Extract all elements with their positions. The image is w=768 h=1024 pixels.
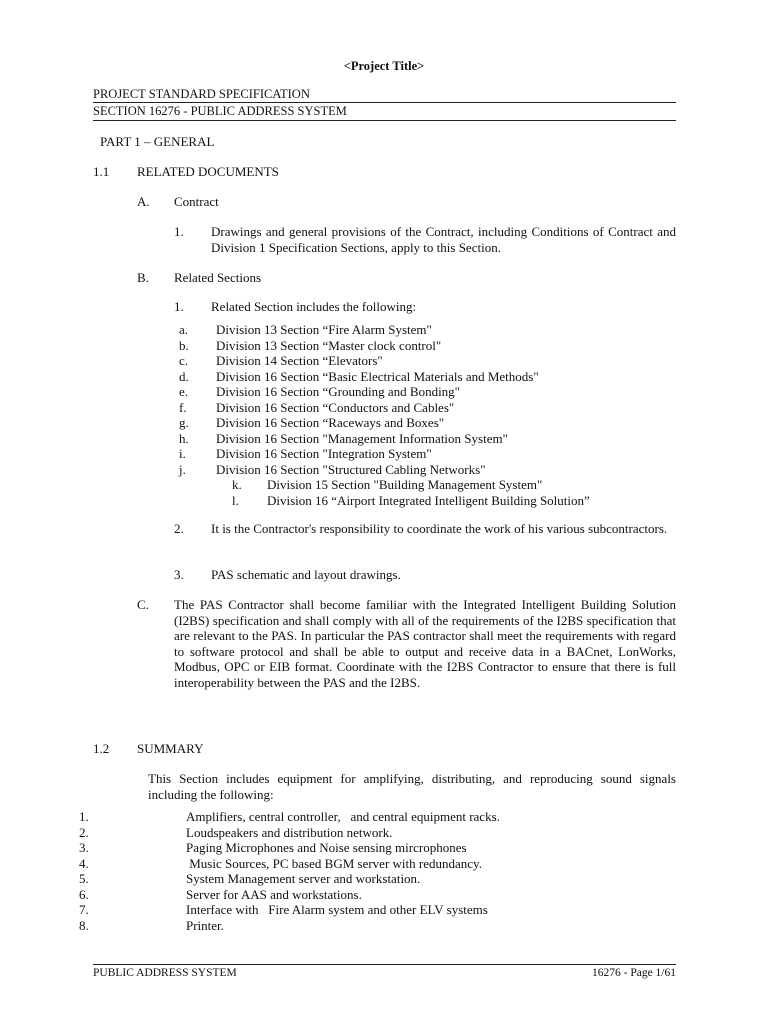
summary-item: Loudspeakers and distribution network. bbox=[186, 824, 393, 840]
list-item: Division 16 Section “Basic Electrical Materials and Methods" bbox=[216, 368, 539, 384]
list-item: Division 16 Section “Conductors and Cables" bbox=[216, 399, 455, 415]
list-item: Division 15 Section "Building Management System" bbox=[267, 477, 543, 492]
summary-item: Paging Microphones and Noise sensing mircrophones bbox=[186, 840, 467, 855]
list-item: Division 13 Section “Fire Alarm System" bbox=[216, 322, 432, 337]
list-item: Division 16 Section "Structured Cabling Networks" bbox=[216, 461, 486, 477]
article-title: SUMMARY bbox=[137, 741, 204, 756]
spec-header-line1: PROJECT STANDARD SPECIFICATION bbox=[93, 87, 310, 101]
summary-item: Printer. bbox=[186, 917, 224, 933]
list-item: Division 16 “Airport Integrated Intelligent Building Solution” bbox=[267, 492, 590, 508]
list-item-letter: k. bbox=[232, 477, 242, 492]
summary-item-number: 6. bbox=[79, 886, 89, 902]
article-number: 1.2 bbox=[93, 741, 110, 756]
paragraph-title: Contract bbox=[174, 194, 219, 209]
list-item: Division 16 Section “Raceways and Boxes" bbox=[216, 415, 445, 430]
summary-item-number: 3. bbox=[79, 840, 89, 855]
footer-left: PUBLIC ADDRESS SYSTEM bbox=[93, 967, 237, 979]
list-item-letter: g. bbox=[179, 415, 189, 430]
list-item-letter: h. bbox=[179, 430, 189, 446]
paragraph-text: The PAS Contractor shall become familiar with the Integrated Intelligent Building Solution (I2BS) specification and shall comply with all of the requirements of the I2BS specification that are relevant to the PAS. In particular the PAS contractor shall meet the requirements with regard to software protocol and shall be able to output and receive data in a BACnet, LonWorks, Modbus, OPC or EIB format. Coordinate with the I2BS Contractor to ensure that there is full interoperability between the PAS and the I2BS. bbox=[174, 597, 676, 690]
summary-item: Amplifiers, central controller, and central equipment racks. bbox=[186, 809, 500, 824]
header-rule bbox=[93, 120, 676, 121]
subparagraph-number: 3. bbox=[174, 567, 184, 582]
summary-item-number: 8. bbox=[79, 917, 89, 933]
summary-item-number: 7. bbox=[79, 902, 89, 917]
summary-item: Server for AAS and workstations. bbox=[186, 886, 362, 902]
list-item-letter: c. bbox=[179, 353, 189, 368]
article-title: RELATED DOCUMENTS bbox=[137, 164, 279, 179]
summary-item: Interface with Fire Alarm system and other ELV systems bbox=[186, 902, 488, 917]
footer-page-number: 16276 - Page 1/61 bbox=[591, 967, 676, 979]
summary-item-number: 4. bbox=[79, 855, 89, 871]
list-item-letter: f. bbox=[179, 399, 187, 415]
list-item: Division 16 Section "Management Information System" bbox=[216, 430, 508, 446]
summary-item: System Management server and workstation. bbox=[186, 871, 421, 886]
list-item-letter: l. bbox=[232, 492, 239, 508]
paragraph-label: C. bbox=[137, 597, 149, 612]
paragraph-title: Related Sections bbox=[174, 270, 262, 285]
summary-intro: This Section includes equipment for amplifying, distributing, and reproducing sound signals including the following: bbox=[148, 771, 676, 802]
list-item: Division 16 Section “Grounding and Bonding" bbox=[216, 384, 460, 399]
subparagraph-text: It is the Contractor's responsibility to coordinate the work of his various subcontractors. bbox=[211, 521, 668, 536]
subparagraph-text: PAS schematic and layout drawings. bbox=[211, 567, 401, 582]
list-item: Division 13 Section “Master clock control" bbox=[216, 337, 442, 353]
project-title: <Project Title> bbox=[343, 59, 425, 73]
part-heading: PART 1 – GENERAL bbox=[100, 134, 215, 149]
header-rule bbox=[93, 102, 676, 103]
article-number: 1.1 bbox=[93, 164, 110, 179]
spec-header-line2: SECTION 16276 - PUBLIC ADDRESS SYSTEM bbox=[93, 104, 347, 118]
footer-rule bbox=[93, 964, 676, 965]
list-item-letter: b. bbox=[179, 337, 189, 353]
list-item-letter: j. bbox=[179, 461, 186, 477]
summary-item-number: 2. bbox=[79, 824, 89, 840]
summary-item-number: 5. bbox=[79, 871, 89, 886]
list-item-letter: d. bbox=[179, 368, 189, 384]
subparagraph-text: Related Section includes the following: bbox=[211, 299, 417, 314]
subparagraph-number: 2. bbox=[174, 521, 184, 536]
paragraph-label: B. bbox=[137, 270, 149, 285]
list-item: Division 14 Section “Elevators" bbox=[216, 353, 383, 368]
list-item-letter: e. bbox=[179, 384, 189, 399]
summary-item: Music Sources, PC based BGM server with redundancy. bbox=[186, 855, 482, 871]
summary-item-number: 1. bbox=[79, 809, 89, 824]
list-item-letter: a. bbox=[179, 322, 189, 337]
subparagraph-number: 1. bbox=[174, 299, 184, 314]
subparagraph-text: Drawings and general provisions of the Contract, including Conditions of Contract and Division 1 Specification Sections, apply to this Section. bbox=[211, 224, 676, 255]
list-item-letter: i. bbox=[179, 446, 186, 461]
list-item: Division 16 Section "Integration System" bbox=[216, 446, 432, 461]
subparagraph-number: 1. bbox=[174, 224, 184, 239]
paragraph-label: A. bbox=[137, 194, 150, 209]
